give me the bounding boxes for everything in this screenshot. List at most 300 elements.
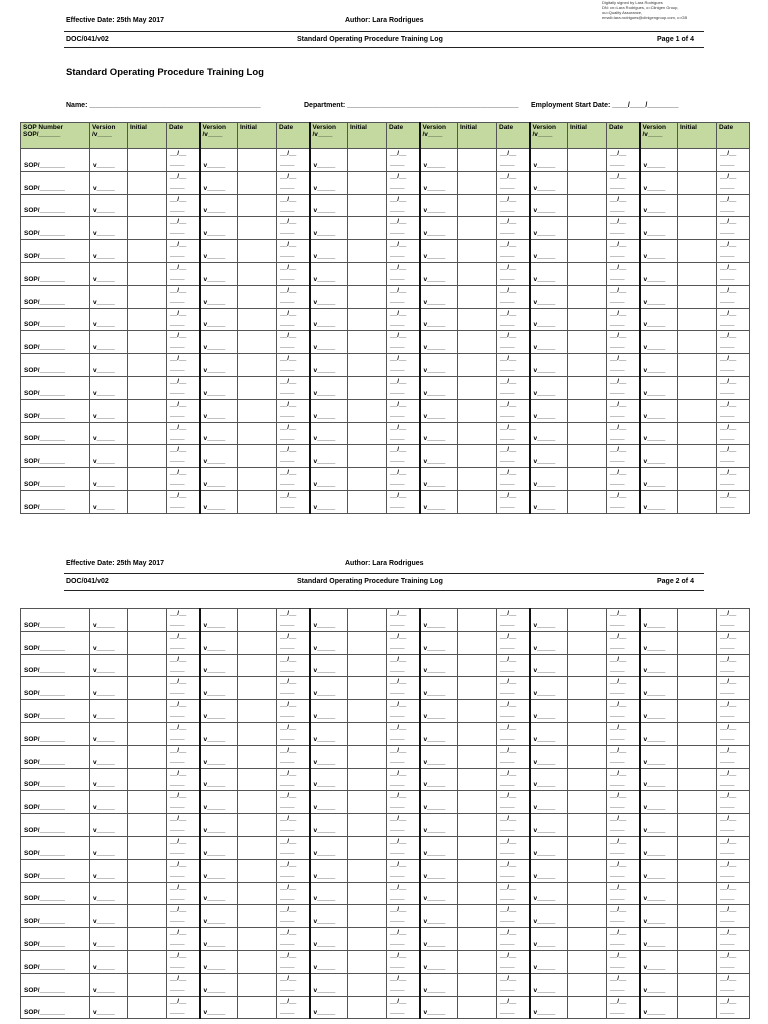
date-cell[interactable]	[607, 836, 640, 859]
initial-cell[interactable]	[128, 700, 167, 723]
date-cell[interactable]	[387, 217, 420, 240]
date-cell[interactable]	[607, 814, 640, 837]
version-cell[interactable]: v_____	[640, 950, 678, 973]
version-cell[interactable]: v_____	[530, 331, 568, 354]
initial-cell[interactable]	[678, 745, 717, 768]
initial-cell[interactable]	[458, 905, 497, 928]
date-cell[interactable]	[277, 973, 310, 996]
version-cell[interactable]: v_____	[640, 399, 678, 422]
date-cell[interactable]	[717, 609, 750, 632]
date-cell[interactable]	[387, 677, 420, 700]
initial-cell[interactable]	[458, 171, 497, 194]
date-cell[interactable]	[167, 149, 200, 172]
date-cell[interactable]	[497, 654, 530, 677]
initial-cell[interactable]	[568, 262, 607, 285]
version-cell[interactable]: v_____	[200, 905, 238, 928]
version-cell[interactable]: v_____	[420, 722, 458, 745]
initial-cell[interactable]	[348, 422, 387, 445]
sop-number-cell[interactable]: SOP/_______	[21, 399, 90, 422]
initial-cell[interactable]	[128, 836, 167, 859]
date-cell[interactable]	[607, 905, 640, 928]
date-cell[interactable]	[717, 768, 750, 791]
initial-cell[interactable]	[568, 836, 607, 859]
version-cell[interactable]: v_____	[200, 768, 238, 791]
version-cell[interactable]: v_____	[420, 768, 458, 791]
date-cell[interactable]	[717, 950, 750, 973]
date-cell[interactable]	[607, 331, 640, 354]
version-cell[interactable]: v_____	[310, 882, 348, 905]
version-cell[interactable]: v_____	[420, 950, 458, 973]
initial-cell[interactable]	[678, 468, 717, 491]
version-cell[interactable]: v_____	[530, 354, 568, 377]
initial-cell[interactable]	[568, 399, 607, 422]
initial-cell[interactable]	[238, 331, 277, 354]
initial-cell[interactable]	[458, 468, 497, 491]
initial-cell[interactable]	[348, 285, 387, 308]
initial-cell[interactable]	[678, 631, 717, 654]
date-cell[interactable]	[717, 285, 750, 308]
initial-cell[interactable]	[348, 149, 387, 172]
initial-cell[interactable]	[678, 376, 717, 399]
version-cell[interactable]: v_____	[310, 996, 348, 1019]
version-cell[interactable]: v_____	[310, 262, 348, 285]
version-cell[interactable]: v_____	[200, 217, 238, 240]
initial-cell[interactable]	[238, 654, 277, 677]
date-cell[interactable]	[167, 354, 200, 377]
date-cell[interactable]	[497, 308, 530, 331]
date-cell[interactable]	[277, 677, 310, 700]
date-cell[interactable]	[277, 171, 310, 194]
sop-number-cell[interactable]: SOP/_______	[21, 422, 90, 445]
date-cell[interactable]	[167, 445, 200, 468]
date-cell[interactable]	[167, 490, 200, 513]
initial-cell[interactable]	[458, 217, 497, 240]
date-cell[interactable]	[607, 859, 640, 882]
version-cell[interactable]: v_____	[530, 194, 568, 217]
initial-cell[interactable]	[678, 490, 717, 513]
date-cell[interactable]	[497, 928, 530, 951]
date-cell[interactable]	[167, 422, 200, 445]
date-cell[interactable]	[387, 859, 420, 882]
initial-cell[interactable]	[568, 745, 607, 768]
sop-number-cell[interactable]: SOP/_______	[21, 468, 90, 491]
version-cell[interactable]: v_____	[310, 468, 348, 491]
date-cell[interactable]	[497, 149, 530, 172]
date-cell[interactable]	[607, 308, 640, 331]
initial-cell[interactable]	[678, 950, 717, 973]
version-cell[interactable]: v_____	[310, 490, 348, 513]
version-cell[interactable]: v_____	[530, 722, 568, 745]
version-cell[interactable]: v_____	[640, 996, 678, 1019]
version-cell[interactable]: v_____	[310, 331, 348, 354]
date-cell[interactable]	[717, 996, 750, 1019]
date-cell[interactable]	[717, 677, 750, 700]
date-cell[interactable]	[277, 928, 310, 951]
initial-cell[interactable]	[458, 768, 497, 791]
initial-cell[interactable]	[348, 677, 387, 700]
version-cell[interactable]: v_____	[310, 631, 348, 654]
initial-cell[interactable]	[458, 631, 497, 654]
date-cell[interactable]	[717, 973, 750, 996]
date-cell[interactable]	[607, 240, 640, 263]
initial-cell[interactable]	[238, 631, 277, 654]
date-cell[interactable]	[167, 836, 200, 859]
initial-cell[interactable]	[678, 354, 717, 377]
initial-cell[interactable]	[238, 700, 277, 723]
date-cell[interactable]	[167, 905, 200, 928]
version-cell[interactable]: v_____	[530, 285, 568, 308]
initial-cell[interactable]	[348, 814, 387, 837]
date-cell[interactable]	[497, 950, 530, 973]
version-cell[interactable]: v_____	[310, 422, 348, 445]
date-cell[interactable]	[607, 768, 640, 791]
sop-number-cell[interactable]: SOP/_______	[21, 171, 90, 194]
version-cell[interactable]: v_____	[420, 859, 458, 882]
date-cell[interactable]	[277, 654, 310, 677]
version-cell[interactable]: v_____	[310, 194, 348, 217]
version-cell[interactable]: v_____	[640, 217, 678, 240]
date-cell[interactable]	[387, 882, 420, 905]
date-cell[interactable]	[277, 722, 310, 745]
sop-number-cell[interactable]: SOP/_______	[21, 308, 90, 331]
date-cell[interactable]	[167, 745, 200, 768]
version-cell[interactable]: v_____	[200, 722, 238, 745]
initial-cell[interactable]	[678, 814, 717, 837]
initial-cell[interactable]	[348, 354, 387, 377]
initial-cell[interactable]	[128, 677, 167, 700]
initial-cell[interactable]	[128, 149, 167, 172]
initial-cell[interactable]	[128, 973, 167, 996]
initial-cell[interactable]	[568, 654, 607, 677]
initial-cell[interactable]	[128, 814, 167, 837]
initial-cell[interactable]	[458, 996, 497, 1019]
version-cell[interactable]: v_____	[640, 490, 678, 513]
initial-cell[interactable]	[348, 700, 387, 723]
date-cell[interactable]	[497, 194, 530, 217]
initial-cell[interactable]	[458, 677, 497, 700]
version-cell[interactable]: v_____	[200, 376, 238, 399]
initial-cell[interactable]	[678, 791, 717, 814]
date-cell[interactable]	[497, 768, 530, 791]
version-cell[interactable]: v_____	[200, 882, 238, 905]
version-cell[interactable]: v_____	[640, 262, 678, 285]
date-cell[interactable]	[497, 814, 530, 837]
initial-cell[interactable]	[568, 354, 607, 377]
initial-cell[interactable]	[678, 973, 717, 996]
date-cell[interactable]	[387, 468, 420, 491]
date-cell[interactable]	[717, 217, 750, 240]
date-cell[interactable]	[387, 768, 420, 791]
version-cell[interactable]: v_____	[90, 149, 128, 172]
version-cell[interactable]: v_____	[530, 149, 568, 172]
initial-cell[interactable]	[458, 331, 497, 354]
version-cell[interactable]: v_____	[420, 171, 458, 194]
date-cell[interactable]	[607, 677, 640, 700]
initial-cell[interactable]	[348, 996, 387, 1019]
version-cell[interactable]: v_____	[640, 905, 678, 928]
version-cell[interactable]: v_____	[200, 262, 238, 285]
date-cell[interactable]	[167, 996, 200, 1019]
initial-cell[interactable]	[128, 905, 167, 928]
version-cell[interactable]: v_____	[310, 445, 348, 468]
initial-cell[interactable]	[568, 376, 607, 399]
initial-cell[interactable]	[238, 905, 277, 928]
version-cell[interactable]: v_____	[90, 882, 128, 905]
sop-number-cell[interactable]: SOP/_______	[21, 217, 90, 240]
date-cell[interactable]	[167, 376, 200, 399]
version-cell[interactable]: v_____	[310, 814, 348, 837]
version-cell[interactable]: v_____	[420, 308, 458, 331]
sop-number-cell[interactable]: SOP/_______	[21, 677, 90, 700]
initial-cell[interactable]	[678, 928, 717, 951]
date-cell[interactable]	[607, 399, 640, 422]
initial-cell[interactable]	[128, 262, 167, 285]
date-cell[interactable]	[387, 376, 420, 399]
date-cell[interactable]	[167, 468, 200, 491]
date-cell[interactable]	[387, 445, 420, 468]
version-cell[interactable]: v_____	[640, 376, 678, 399]
version-cell[interactable]: v_____	[420, 745, 458, 768]
version-cell[interactable]: v_____	[90, 609, 128, 632]
version-cell[interactable]: v_____	[530, 996, 568, 1019]
initial-cell[interactable]	[238, 468, 277, 491]
date-cell[interactable]	[387, 609, 420, 632]
date-cell[interactable]	[387, 950, 420, 973]
date-cell[interactable]	[387, 996, 420, 1019]
date-cell[interactable]	[277, 285, 310, 308]
date-cell[interactable]	[167, 859, 200, 882]
date-cell[interactable]	[387, 285, 420, 308]
date-cell[interactable]	[167, 399, 200, 422]
version-cell[interactable]: v_____	[200, 171, 238, 194]
initial-cell[interactable]	[238, 973, 277, 996]
initial-cell[interactable]	[348, 768, 387, 791]
initial-cell[interactable]	[678, 677, 717, 700]
version-cell[interactable]: v_____	[310, 973, 348, 996]
version-cell[interactable]: v_____	[90, 262, 128, 285]
initial-cell[interactable]	[348, 240, 387, 263]
date-cell[interactable]	[497, 791, 530, 814]
date-cell[interactable]	[277, 609, 310, 632]
sop-number-cell[interactable]: SOP/_______	[21, 791, 90, 814]
date-cell[interactable]	[387, 399, 420, 422]
date-cell[interactable]	[717, 308, 750, 331]
date-cell[interactable]	[277, 836, 310, 859]
initial-cell[interactable]	[348, 217, 387, 240]
initial-cell[interactable]	[568, 768, 607, 791]
version-cell[interactable]: v_____	[530, 836, 568, 859]
date-cell[interactable]	[387, 331, 420, 354]
initial-cell[interactable]	[678, 331, 717, 354]
version-cell[interactable]: v_____	[640, 609, 678, 632]
initial-cell[interactable]	[678, 308, 717, 331]
version-cell[interactable]: v_____	[530, 376, 568, 399]
version-cell[interactable]: v_____	[310, 700, 348, 723]
version-cell[interactable]: v_____	[200, 836, 238, 859]
version-cell[interactable]: v_____	[200, 859, 238, 882]
initial-cell[interactable]	[128, 399, 167, 422]
date-cell[interactable]	[167, 331, 200, 354]
date-cell[interactable]	[717, 700, 750, 723]
initial-cell[interactable]	[128, 376, 167, 399]
initial-cell[interactable]	[568, 240, 607, 263]
initial-cell[interactable]	[458, 285, 497, 308]
date-cell[interactable]	[497, 609, 530, 632]
initial-cell[interactable]	[568, 171, 607, 194]
date-cell[interactable]	[277, 331, 310, 354]
version-cell[interactable]: v_____	[200, 468, 238, 491]
date-cell[interactable]	[277, 308, 310, 331]
initial-cell[interactable]	[238, 354, 277, 377]
initial-cell[interactable]	[128, 331, 167, 354]
date-cell[interactable]	[497, 859, 530, 882]
initial-cell[interactable]	[458, 354, 497, 377]
sop-number-cell[interactable]: SOP/_______	[21, 262, 90, 285]
version-cell[interactable]: v_____	[310, 928, 348, 951]
sop-number-cell[interactable]: SOP/_______	[21, 240, 90, 263]
version-cell[interactable]: v_____	[90, 194, 128, 217]
initial-cell[interactable]	[678, 996, 717, 1019]
initial-cell[interactable]	[238, 814, 277, 837]
date-cell[interactable]	[497, 490, 530, 513]
date-cell[interactable]	[607, 996, 640, 1019]
initial-cell[interactable]	[348, 171, 387, 194]
initial-cell[interactable]	[238, 836, 277, 859]
date-cell[interactable]	[497, 700, 530, 723]
version-cell[interactable]: v_____	[530, 745, 568, 768]
initial-cell[interactable]	[348, 859, 387, 882]
initial-cell[interactable]	[128, 745, 167, 768]
sop-number-cell[interactable]: SOP/_______	[21, 928, 90, 951]
initial-cell[interactable]	[348, 950, 387, 973]
initial-cell[interactable]	[128, 768, 167, 791]
version-cell[interactable]: v_____	[530, 700, 568, 723]
date-cell[interactable]	[277, 399, 310, 422]
version-cell[interactable]: v_____	[90, 354, 128, 377]
initial-cell[interactable]	[238, 950, 277, 973]
version-cell[interactable]: v_____	[90, 928, 128, 951]
date-cell[interactable]	[167, 262, 200, 285]
date-cell[interactable]	[387, 422, 420, 445]
version-cell[interactable]: v_____	[200, 308, 238, 331]
version-cell[interactable]: v_____	[310, 950, 348, 973]
initial-cell[interactable]	[238, 928, 277, 951]
date-cell[interactable]	[717, 376, 750, 399]
date-cell[interactable]	[607, 262, 640, 285]
initial-cell[interactable]	[458, 745, 497, 768]
date-cell[interactable]	[387, 791, 420, 814]
initial-cell[interactable]	[128, 654, 167, 677]
date-cell[interactable]	[167, 700, 200, 723]
date-cell[interactable]	[497, 217, 530, 240]
version-cell[interactable]: v_____	[90, 171, 128, 194]
version-cell[interactable]: v_____	[90, 791, 128, 814]
initial-cell[interactable]	[348, 468, 387, 491]
version-cell[interactable]: v_____	[420, 836, 458, 859]
initial-cell[interactable]	[128, 950, 167, 973]
version-cell[interactable]: v_____	[420, 331, 458, 354]
sop-number-cell[interactable]: SOP/_______	[21, 973, 90, 996]
initial-cell[interactable]	[238, 609, 277, 632]
version-cell[interactable]: v_____	[420, 240, 458, 263]
initial-cell[interactable]	[238, 308, 277, 331]
initial-cell[interactable]	[238, 722, 277, 745]
date-cell[interactable]	[717, 905, 750, 928]
date-cell[interactable]	[607, 490, 640, 513]
initial-cell[interactable]	[458, 262, 497, 285]
version-cell[interactable]: v_____	[90, 422, 128, 445]
initial-cell[interactable]	[678, 609, 717, 632]
initial-cell[interactable]	[458, 149, 497, 172]
initial-cell[interactable]	[458, 399, 497, 422]
version-cell[interactable]: v_____	[90, 745, 128, 768]
initial-cell[interactable]	[128, 490, 167, 513]
version-cell[interactable]: v_____	[90, 331, 128, 354]
version-cell[interactable]: v_____	[200, 422, 238, 445]
sop-number-cell[interactable]: SOP/_______	[21, 194, 90, 217]
date-cell[interactable]	[167, 308, 200, 331]
version-cell[interactable]: v_____	[420, 700, 458, 723]
sop-number-cell[interactable]: SOP/_______	[21, 331, 90, 354]
initial-cell[interactable]	[128, 217, 167, 240]
date-cell[interactable]	[497, 631, 530, 654]
date-cell[interactable]	[167, 631, 200, 654]
date-cell[interactable]	[167, 882, 200, 905]
version-cell[interactable]: v_____	[200, 285, 238, 308]
date-cell[interactable]	[387, 836, 420, 859]
version-cell[interactable]: v_____	[200, 331, 238, 354]
initial-cell[interactable]	[458, 376, 497, 399]
version-cell[interactable]: v_____	[640, 814, 678, 837]
initial-cell[interactable]	[678, 240, 717, 263]
initial-cell[interactable]	[348, 631, 387, 654]
initial-cell[interactable]	[348, 654, 387, 677]
date-cell[interactable]	[167, 654, 200, 677]
date-cell[interactable]	[717, 149, 750, 172]
version-cell[interactable]: v_____	[530, 171, 568, 194]
initial-cell[interactable]	[128, 631, 167, 654]
initial-cell[interactable]	[128, 722, 167, 745]
version-cell[interactable]: v_____	[420, 354, 458, 377]
version-cell[interactable]: v_____	[200, 194, 238, 217]
initial-cell[interactable]	[238, 490, 277, 513]
initial-cell[interactable]	[348, 308, 387, 331]
date-cell[interactable]	[167, 768, 200, 791]
version-cell[interactable]: v_____	[420, 194, 458, 217]
version-cell[interactable]: v_____	[420, 399, 458, 422]
version-cell[interactable]: v_____	[200, 791, 238, 814]
version-cell[interactable]: v_____	[200, 490, 238, 513]
department-field[interactable]: Department: ____________________________________________	[304, 102, 519, 109]
initial-cell[interactable]	[128, 445, 167, 468]
initial-cell[interactable]	[568, 149, 607, 172]
date-cell[interactable]	[277, 490, 310, 513]
initial-cell[interactable]	[348, 791, 387, 814]
initial-cell[interactable]	[238, 677, 277, 700]
version-cell[interactable]: v_____	[90, 631, 128, 654]
date-cell[interactable]	[717, 399, 750, 422]
initial-cell[interactable]	[238, 422, 277, 445]
version-cell[interactable]: v_____	[310, 745, 348, 768]
initial-cell[interactable]	[678, 700, 717, 723]
version-cell[interactable]: v_____	[640, 331, 678, 354]
version-cell[interactable]: v_____	[90, 905, 128, 928]
version-cell[interactable]: v_____	[420, 149, 458, 172]
date-cell[interactable]	[167, 791, 200, 814]
initial-cell[interactable]	[238, 768, 277, 791]
version-cell[interactable]: v_____	[420, 973, 458, 996]
version-cell[interactable]: v_____	[640, 677, 678, 700]
